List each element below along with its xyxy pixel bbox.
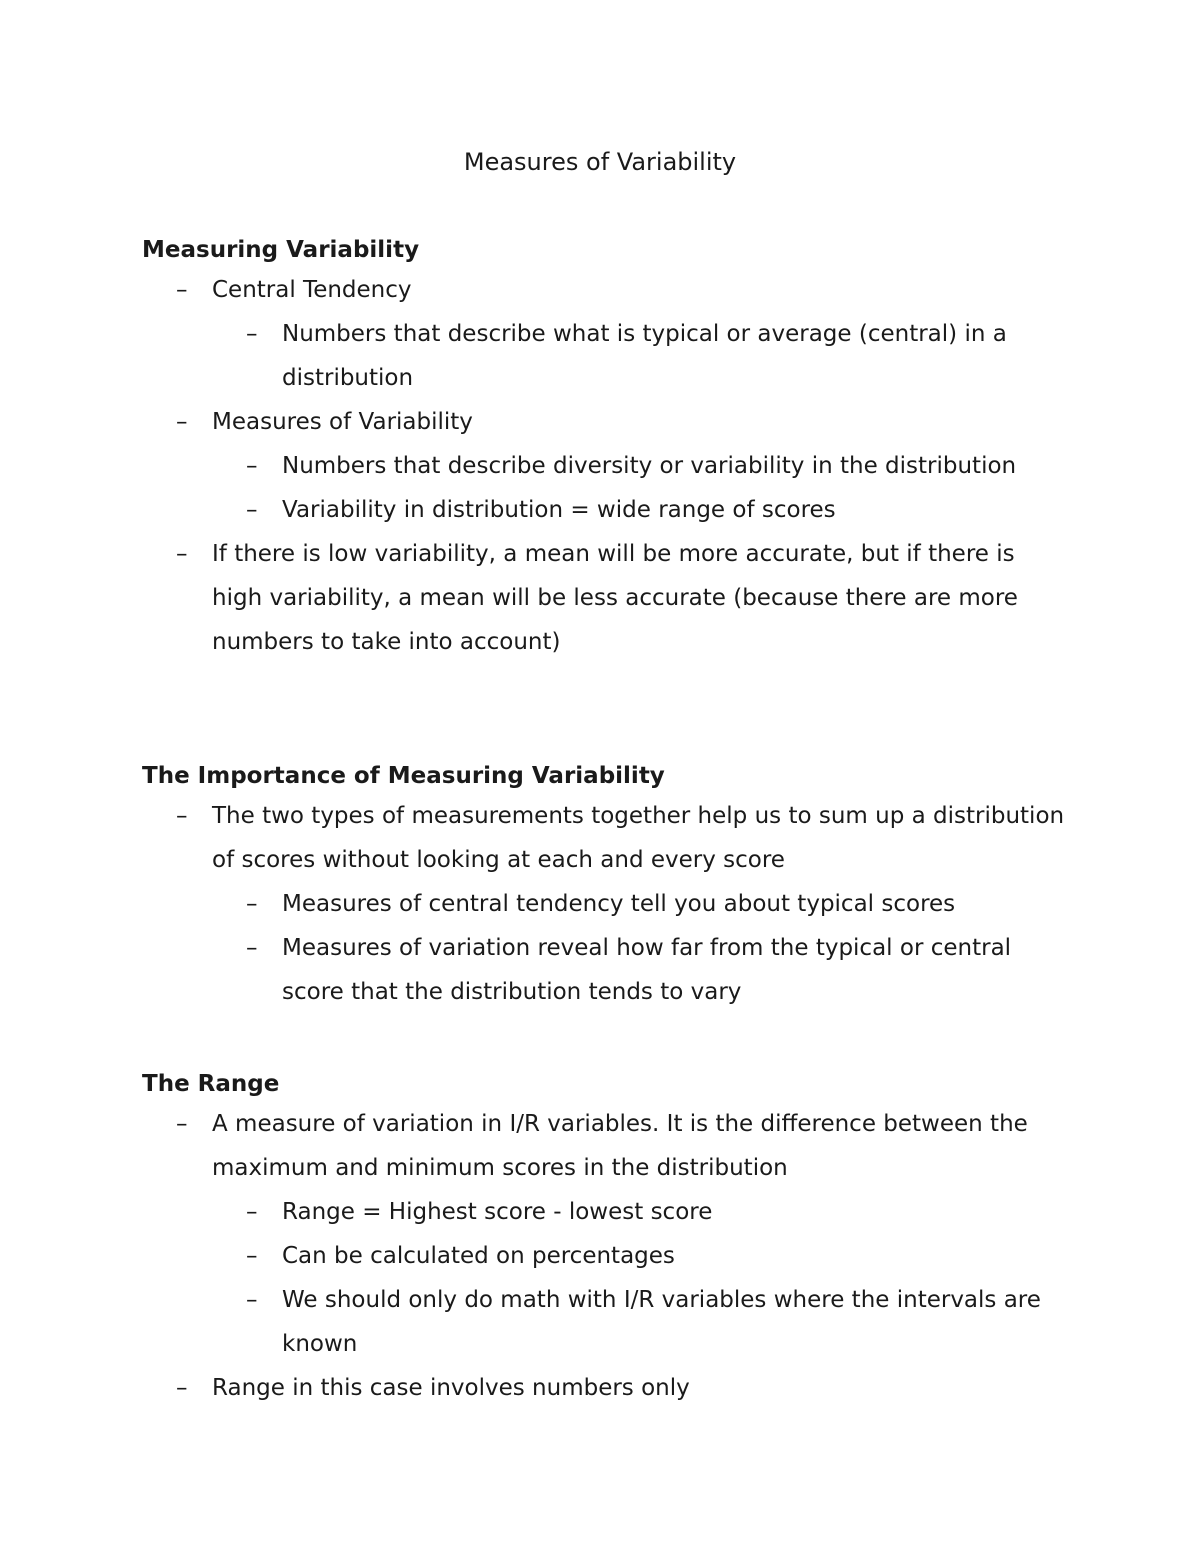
- dash-bullet: –: [176, 803, 188, 829]
- sub-list-item-text: Measures of variation reveal how far from the typical or central score that the distribution tends to vary: [282, 935, 1012, 1005]
- bullet-list: [142, 794, 1072, 1014]
- sub-list-item: [212, 312, 1072, 400]
- sub-list-item-text: Numbers that describe diversity or variability in the distribution: [282, 453, 1017, 479]
- sub-bullet-list: [212, 312, 1072, 400]
- sub-bullet-list: [212, 1190, 1072, 1366]
- dash-bullet: –: [176, 277, 188, 303]
- document-title: Measures of Variability: [463, 148, 737, 176]
- sub-list-item-text: Range = Highest score - lowest score: [282, 1199, 713, 1225]
- dash-bullet: –: [246, 321, 258, 347]
- section-measuring-variability: [142, 232, 1072, 664]
- section-heading: The Range: [142, 1071, 280, 1097]
- list-item: [142, 794, 1072, 1014]
- list-item-text: Range in this case involves numbers only: [212, 1375, 690, 1401]
- sub-list-item: [212, 882, 1072, 926]
- list-item-text: The two types of measurements together help us to sum up a distribution of scores without looking at each and every score: [212, 803, 1065, 873]
- list-item-text: A measure of variation in I/R variables. It is the difference between the maximum and minimum scores in the distribution: [212, 1111, 1028, 1181]
- sub-list-item-text: Numbers that describe what is typical or average (central) in a distribution: [282, 321, 1007, 391]
- dash-bullet: –: [246, 935, 258, 961]
- bullet-list: [142, 1102, 1072, 1410]
- list-item: [142, 1102, 1072, 1366]
- dash-bullet: –: [246, 453, 258, 479]
- sub-list-item-text: Variability in distribution = wide range of scores: [282, 497, 836, 523]
- sub-list-item: [212, 1190, 1072, 1234]
- sub-list-item: [212, 1278, 1072, 1366]
- sub-bullet-list: [212, 444, 1072, 532]
- list-item: [142, 1366, 1072, 1410]
- sub-list-item: [212, 488, 1072, 532]
- section-heading: Measuring Variability: [142, 237, 420, 263]
- section-the-range: [142, 1066, 1072, 1410]
- sub-list-item: [212, 444, 1072, 488]
- sub-list-item: [212, 926, 1072, 1014]
- sub-list-item-text: Measures of central tendency tell you about typical scores: [282, 891, 956, 917]
- list-item-text: Central Tendency: [212, 277, 412, 303]
- dash-bullet: –: [246, 1199, 258, 1225]
- list-item: [142, 532, 1072, 664]
- dash-bullet: –: [246, 1243, 258, 1269]
- dash-bullet: –: [176, 1375, 188, 1401]
- sub-list-item-text: We should only do math with I/R variables where the intervals are known: [282, 1287, 1041, 1357]
- dash-bullet: –: [176, 541, 188, 567]
- section-importance-of-variability: [142, 758, 1072, 1014]
- bullet-list: [142, 268, 1072, 664]
- list-item-text: Measures of Variability: [212, 409, 473, 435]
- sub-list-item-text: Can be calculated on percentages: [282, 1243, 675, 1269]
- list-item: [142, 400, 1072, 532]
- dash-bullet: –: [176, 409, 188, 435]
- dash-bullet: –: [176, 1111, 188, 1137]
- list-item-text: If there is low variability, a mean will be more accurate, but if there is high variability, a mean will be less accurate (because there are more numbers to take into account): [212, 541, 1018, 655]
- dash-bullet: –: [246, 1287, 258, 1313]
- list-item: [142, 268, 1072, 400]
- sub-list-item: [212, 1234, 1072, 1278]
- dash-bullet: –: [246, 497, 258, 523]
- dash-bullet: –: [246, 891, 258, 917]
- section-heading: The Importance of Measuring Variability: [142, 763, 665, 789]
- sub-bullet-list: [212, 882, 1072, 1014]
